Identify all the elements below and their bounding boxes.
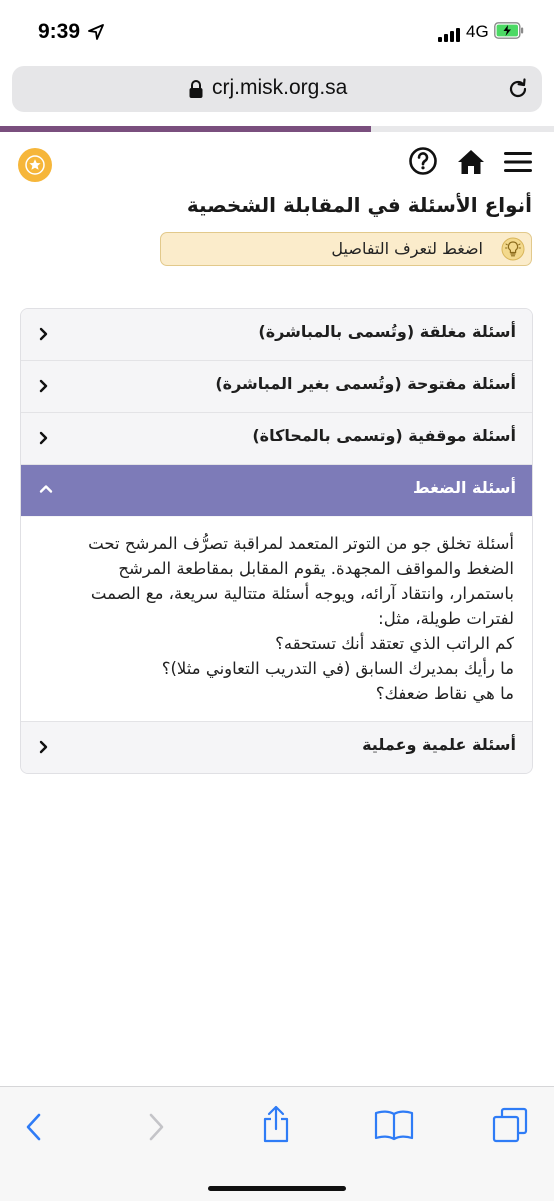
body-line: ما هي نقاط ضعفك؟ xyxy=(375,684,514,703)
home-icon[interactable] xyxy=(457,149,485,175)
question-types-accordion xyxy=(20,308,533,774)
page-title: أنواع الأسئلة في المقابلة الشخصية xyxy=(186,193,532,217)
hint-text: اضغط لتعرف التفاصيل xyxy=(331,239,483,258)
lock-icon xyxy=(188,79,204,99)
reload-icon[interactable] xyxy=(506,77,530,101)
chevron-up-icon xyxy=(39,484,53,494)
accordion-item-label: أسئلة موقفية (وتسمى بالمحاكاة) xyxy=(252,426,516,445)
url-text: crj.misk.org.sa xyxy=(212,76,348,99)
favorite-button[interactable] xyxy=(18,148,52,182)
page-load-progress xyxy=(0,126,554,132)
back-icon[interactable] xyxy=(24,1113,44,1141)
accordion-item-label: أسئلة الضغط xyxy=(413,478,516,497)
forward-icon[interactable] xyxy=(146,1113,166,1141)
hamburger-icon[interactable] xyxy=(504,151,532,173)
accordion-item-stress-questions[interactable] xyxy=(21,465,532,516)
tabs-icon[interactable] xyxy=(492,1107,528,1143)
accordion-item-scientific-practical-questions[interactable] xyxy=(21,722,532,773)
chevron-right-icon xyxy=(39,740,49,754)
status-bar xyxy=(0,0,554,62)
network-label: 4G xyxy=(466,22,489,41)
accordion-expanded-content xyxy=(21,517,532,722)
body-line: باستمرار، وانتقاد آرائه، ويوجه أسئلة متتالية سريعة، مع الصمت xyxy=(90,584,514,603)
bookmarks-icon[interactable] xyxy=(374,1109,414,1141)
hint-button[interactable] xyxy=(160,232,532,266)
body-line: أسئلة تخلق جو من التوتر المتعمد لمراقبة تصرُّف المرشح تحت xyxy=(88,534,514,553)
browser-toolbar xyxy=(0,1086,554,1201)
accordion-item-situational-questions[interactable] xyxy=(21,413,532,465)
chevron-right-icon xyxy=(39,379,49,393)
body-line: ما رأيك بمديرك السابق (في التدريب التعاوني مثلا)؟ xyxy=(161,659,514,678)
progress-fill xyxy=(0,126,371,132)
accordion-item-label: أسئلة مغلقة (وتُسمى بالمباشرة) xyxy=(258,322,516,341)
signal-icon xyxy=(438,26,464,42)
body-line: لفترات طويلة، مثل: xyxy=(378,609,514,628)
body-line: كم الراتب الذي تعتقد أنك تستحقه؟ xyxy=(275,634,514,653)
url-bar[interactable] xyxy=(12,66,542,112)
home-indicator xyxy=(208,1186,346,1191)
battery-icon xyxy=(494,22,524,39)
share-icon[interactable] xyxy=(260,1105,292,1143)
chevron-right-icon xyxy=(39,431,49,445)
bulb-icon xyxy=(501,237,525,261)
accordion-item-label: أسئلة مفتوحة (وتُسمى بغير المباشرة) xyxy=(215,374,516,393)
location-arrow-icon xyxy=(88,24,104,40)
accordion-item-closed-questions[interactable] xyxy=(21,309,532,361)
chevron-right-icon xyxy=(39,327,49,341)
accordion-item-open-questions[interactable] xyxy=(21,361,532,413)
status-time: 9:39 xyxy=(38,20,81,43)
help-icon[interactable] xyxy=(408,146,438,176)
star-icon xyxy=(25,155,45,175)
body-line: الضغط والمواقف المجهدة. يقوم المقابل بمقاطعة المرشح xyxy=(118,559,514,578)
accordion-item-label: أسئلة علمية وعملية xyxy=(362,735,516,754)
